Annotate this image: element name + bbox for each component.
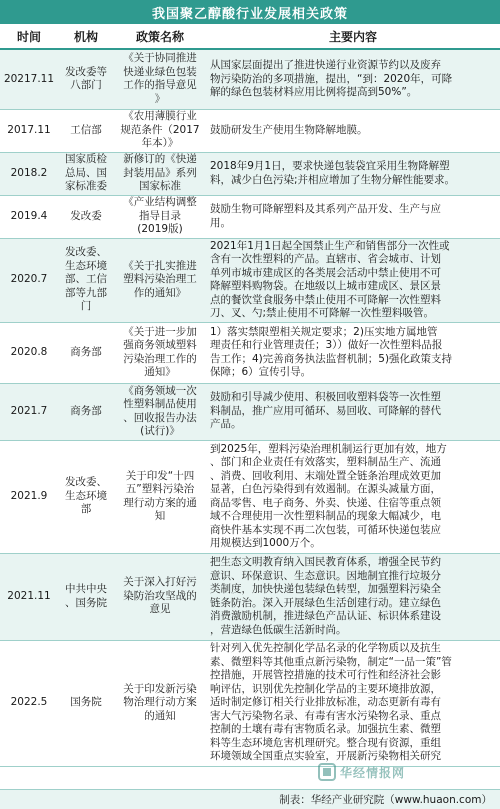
table-row: [0, 238, 500, 322]
cell-content: 鼓励生物可降解塑料及其系列产品开发、生产与应 用。: [206, 195, 500, 238]
cell-org: 工信部: [58, 109, 114, 152]
cell-policy-name: 《关于协同推进 快递业绿色包装 工作的指导意见 》: [114, 49, 206, 109]
cell-org: 国家质检 总局、国 家标准委: [58, 152, 114, 195]
cell-policy-name: 《商务领域一次 性塑料制品使用 、回收报告办法 (试行)》: [114, 383, 206, 440]
cell-org: 国务院: [58, 640, 114, 766]
cell-policy-name: 《产业结构调整 指导目录 (2019版): [114, 195, 206, 238]
table-row: [0, 640, 500, 766]
cell-org: 发改委、 生态环境 部、工信 部等九部 门: [58, 238, 114, 322]
source-label: 制表：: [279, 794, 311, 806]
source-value: 华经产业研究院（www.huaon.com）: [310, 794, 492, 806]
cell-org: 商务部: [58, 383, 114, 440]
table-row: [0, 152, 500, 195]
cell-content: 把生态文明教育纳入国民教育体系，增强全民节约 意识、环保意识、生态意识。因地制宜推行垃圾分 类制度，加快快递包装绿色转型，加强塑料污染全 链条防治。深入开展绿色生活创建行动。建立绿色 消费激励机制，推进绿色产品认证、标识体系建设 ，营造绿色低碳生活新时尚。: [206, 553, 500, 640]
cell-content: 1）落实禁限塑相关规定要求；2)压实地方属地管 理责任和行业管理责任；3））做好一次性塑料品报 告工作；4)完善商务执法监督机制；5)强化政策支持 保障；6）宣传引导。: [206, 322, 500, 383]
cell-content: 鼓励研发生产使用生物降解地膜。: [206, 109, 500, 152]
cell-org: 中共中央 、国务院: [58, 553, 114, 640]
table-row: [0, 553, 500, 640]
cell-policy-name: 《农用薄膜行业 规范条件（2017 年本）》: [114, 109, 206, 152]
cell-time: 2021.11: [0, 553, 58, 640]
table-row: [0, 109, 500, 152]
cell-time: 20217.11: [0, 49, 58, 109]
table-header-row: [0, 24, 500, 49]
column-header-name: 政策名称: [114, 24, 206, 49]
column-header-content: 主要内容: [206, 24, 500, 49]
cell-org: 发改委: [58, 195, 114, 238]
cell-content: 针对列入优先控制化学品名录的化学物质以及抗生 素、微塑料等其他重点新污染物，制定“一品一策”管 控措施，开展管控措施的技术可行性和经济社会影 响评估，识别优先控制化学品的主要环境排放源， 适时制定修订相关行业排放标准，动态更新有毒有 害大气污染物名录、有毒有害水污染物名录、重点 控制的土壤有毒有害物质名录。加强抗生素、微塑 料等生态环境危害机理研究。整合现有资源，重组 环境领域全国重点实验室，开展新污染物相关研究: [206, 640, 500, 766]
cell-time: 2020.8: [0, 322, 58, 383]
cell-content: 鼓励和引导减少使用、积极回收塑料袋等一次性塑 料制品，推广应用可循环、易回收、可降解的替代 产品。: [206, 383, 500, 440]
cell-org: 发改委等 八部门: [58, 49, 114, 109]
page-title: 我国聚乙醇酸行业发展相关政策: [0, 0, 500, 24]
cell-content: 2021年1月1日起全国禁止生产和销售部分一次性或 含有一次性塑料的产品。直辖市、省会城市、计划 单列市城市建成区的各类展会活动中禁止使用不可 降解塑料购物袋。在地级以上城市建成区、景区景 点的餐饮堂食服务中禁止使用不可降解一次性塑料 刀、叉、勺;禁止使用不可降解一次性塑料吸管。: [206, 238, 500, 322]
cell-policy-name: 关于深入打好污 染防治攻坚战的 意见: [114, 553, 206, 640]
cell-time: 2019.4: [0, 195, 58, 238]
cell-content: 到2025年，塑料污染治理机制运行更加有效，地方 、部门和企业责任有效落实，塑料制品生产、流通 、消费、回收利用、末端处置全链条治理成效更加 显著，白色污染得到有效遏制。在源头减量方面， 商品零售、电子商务、外卖、快递、住宿等重点领 域不合理使用一次性塑料制品的现象大幅减少，电 商快件基本实现不再二次包装，可循环快递包装应 用规模达到1000万个。: [206, 440, 500, 553]
cell-time: 2020.7: [0, 238, 58, 322]
table-row: [0, 322, 500, 383]
cell-policy-name: 新修订的《快递 封装用品》系列 国家标准: [114, 152, 206, 195]
table-row: [0, 440, 500, 553]
cell-policy-name: 《关于进一步加 强商务领域塑料 污染治理工作的 通知》: [114, 322, 206, 383]
cell-policy-name: 《关于扎实推进 塑料污染治理工 作的通知》: [114, 238, 206, 322]
cell-org: 商务部: [58, 322, 114, 383]
policy-table: [0, 24, 500, 767]
cell-time: 2021.7: [0, 383, 58, 440]
watermark-text: 华经情报网: [340, 765, 406, 780]
table-row: [0, 195, 500, 238]
cell-content: 从国家层面提出了推进快递行业资源节约以及废弃 物污染防治的多项措施，提出，“到：2020年，可降 解的绿色包装材料应用比例将提高到50%”。: [206, 49, 500, 109]
cell-content: 2018年9月1日，要求快递包装袋宜采用生物降解塑 料，减少白色污染;并相应增加了生物分解性能要求。: [206, 152, 500, 195]
column-header-org: 机构: [58, 24, 114, 49]
cell-policy-name: 关于印发新污染 物治理行动方案 的通知: [114, 640, 206, 766]
cell-time: 2017.11: [0, 109, 58, 152]
column-header-time: 时间: [0, 24, 58, 49]
brand-logo-icon: [318, 763, 336, 781]
cell-policy-name: 关于印发“十四 五”塑料污染治 理行动方案的通 知: [114, 440, 206, 553]
table-row: [0, 383, 500, 440]
cell-time: 2018.2: [0, 152, 58, 195]
cell-time: 2021.9: [0, 440, 58, 553]
cell-org: 发改委、 生态环境 部: [58, 440, 114, 553]
watermark: [318, 760, 498, 784]
source-footer: [0, 789, 500, 809]
cell-time: 2022.5: [0, 640, 58, 766]
table-row: [0, 49, 500, 109]
